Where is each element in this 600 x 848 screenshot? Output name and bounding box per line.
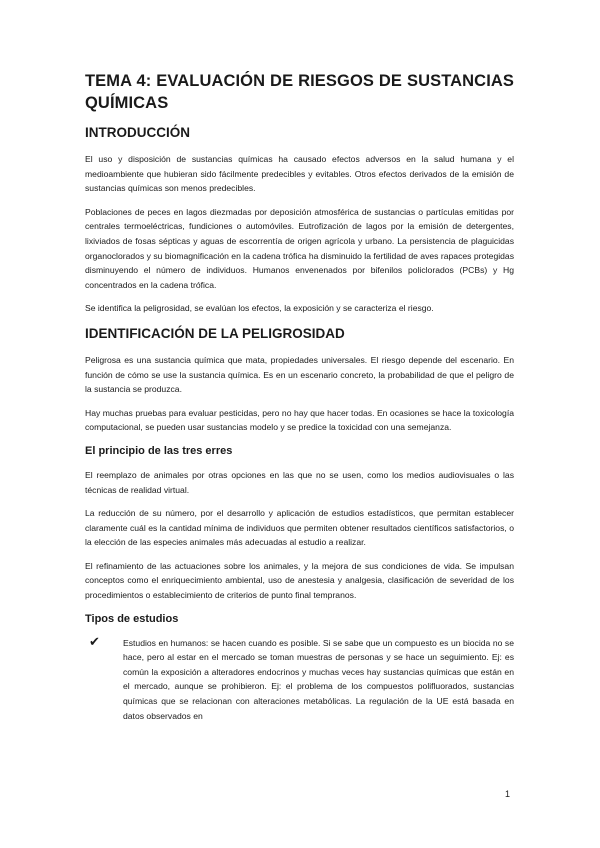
list-item-text: Estudios en humanos: se hacen cuando es posible. Si se sabe que un compuesto es un biocida no se hace, pero al estar en el mercado se toman muestras de personas y se hace un seguimiento. Ej: es común la exposición a alteradores endocrinos y muchas veces hay sustancias químicas que están en el mercado, aunque se prohibieron. Ej: el problema de los compuestos polifluorados, sustancias químicas que se relacionan con alteraciones metabólicas. La regulación de la UE está basada en datos observados en: [123, 637, 514, 721]
page-number: 1: [505, 789, 511, 799]
section-heading-identificacion: IDENTIFICACIÓN DE LA PELIGROSIDAD: [85, 325, 345, 341]
paragraph: El uso y disposición de sustancias químicas ha causado efectos adversos en la salud humana y el medioambiente que hubieran sido fácilmente predecibles y evitables. Otros efectos derivados de la emisión de sustancias químicas son menos predecibles.: [85, 154, 514, 194]
paragraph: La reducción de su número, por el desarrollo y aplicación de estudios estadísticos, que permitan establecer claramente cuál es la cantidad mínima de individuos que permiten obtener resultados científicos satisfactorios, o la elección de las especies animales más adecuadas al estudio a realizar.: [85, 508, 514, 548]
section-heading-introduccion: INTRODUCCIÓN: [85, 125, 190, 140]
study-types-list: [85, 633, 514, 724]
paragraph: Hay muchas pruebas para evaluar pesticidas, pero no hay que hacer todas. En ocasiones se hace la toxicología computacional, se pueden usar sustancias modelo y se predice la toxicidad con una semejanza.: [85, 407, 514, 433]
paragraph: El refinamiento de las actuaciones sobre los animales, y la mejora de sus condiciones de vida. Se impulsan conceptos como el enriquecimiento ambiental, uso de anestesia y analgesia, clasificación de severidad de los procedimientos o establecimiento de criterios de punto final tempranos.: [85, 560, 514, 601]
list-item: [85, 633, 514, 724]
paragraph: Se identifica la peligrosidad, se evalúan los efectos, la exposición y se caracteriza el riesgo.: [85, 303, 434, 314]
subsection-heading-tres-erres: El principio de las tres erres: [85, 444, 233, 457]
paragraph: Peligrosa es una sustancia química que mata, propiedades universales. El riesgo depende del escenario. En función de cómo se use la sustancia química. Es en un escenario concreto, la probabilidad de que el peligro de la sustancia se produzca.: [85, 354, 514, 395]
paragraph: Poblaciones de peces en lagos diezmadas por deposición atmosférica de sustancias o partículas emitidas por centrales termoeléctricas, fundiciones o automóviles. Eutrofización de lagos por la emisión de detergentes, lixiviados de fosas sépticas y aguas de escorrentía de origen agrícola y urbano. La persistencia de plaguicidas organoclorados y su biomagnificación en la cadena trófica ha disminuido la fertilidad de aves rapaces protegidas disminuyendo el número de individuos. Humanos envenenados por bifenilos policlorados (PCBs) y Hg concentrados en la cadena trófica.: [85, 206, 514, 290]
document-title: TEMA 4: EVALUACIÓN DE RIESGOS DE SUSTANCIAS QUÍMICAS: [85, 72, 514, 112]
paragraph: El reemplazo de animales por otras opciones en las que no se usen, como los medios audiovisuales o las técnicas de realidad virtual.: [85, 469, 514, 495]
page-content: [85, 70, 514, 723]
subsection-heading-tipos-estudios: Tipos de estudios: [85, 612, 179, 625]
checkmark-icon: ✔: [89, 633, 100, 649]
